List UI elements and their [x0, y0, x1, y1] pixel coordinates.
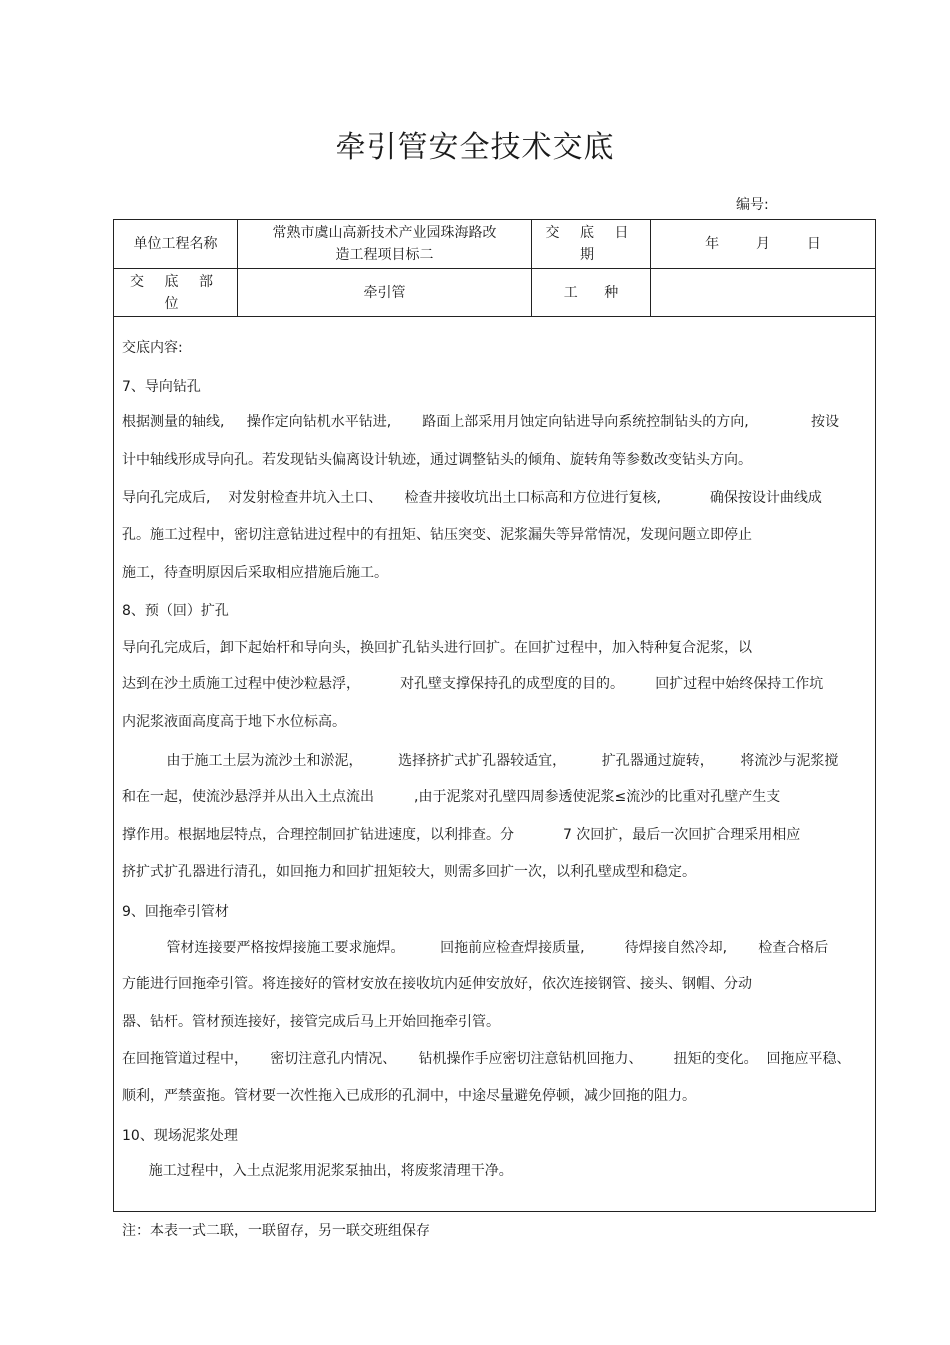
- disclosure-date-label: 交 底 日 期: [545, 225, 637, 263]
- project-name-line-2: 造工程项目标二: [335, 247, 434, 263]
- content-line: 导向孔完成后, 对发射检查井坑入土口、 检查井接收坑出土口标高和方位进行复核, 确保按设计曲线成: [122, 490, 822, 506]
- content-line: 施工过程中，入土点泥浆用泥浆泵抽出，将废浆清理干净。: [122, 1163, 513, 1179]
- content-line: 撑作用。根据地层特点，合理控制回扩钻进速度，以利排查。分 7 次回扩，最后一次回扩合理采用相应: [122, 827, 801, 843]
- content-line: 顺利，严禁蛮拖。管材要一次性拖入已成形的孔洞中，中途尽量避免停顿，减少回拖的阻力。: [122, 1088, 696, 1104]
- content-line: 和在一起，使流沙悬浮并从出入土点流出 ,由于泥浆对孔壁四周参透使泥浆≤流沙的比重对孔壁产生支: [122, 789, 781, 805]
- content-line: 器、钻杆。管材预连接好，接管完成后马上开始回拖牵引管。: [122, 1014, 500, 1030]
- content-line: 管材连接要严格按焊接施工要求施焊。 回拖前应检查焊接质量, 待焊接自然冷却, 检查合格后: [122, 940, 829, 956]
- project-name-line-1: 常熟市虞山高新技术产业园珠海路改: [272, 225, 497, 241]
- document-number-label: 编号:: [736, 197, 769, 213]
- content-line: 由于施工土层为流沙土和淤泥， 选择挤扩式扩孔器较适宜， 扩孔器通过旋转， 将流沙与泥浆搅: [122, 753, 839, 769]
- content-line: 达到在沙土质施工过程中使沙粒悬浮， 对孔壁支撑保持孔的成型度的目的。 回扩过程中始终保持工作坑: [122, 676, 824, 692]
- disclosure-date-value: 年 月 日: [705, 236, 821, 252]
- disclosure-part-value: 牵引管: [363, 284, 406, 301]
- disclosure-part-label: 交 底 部 位: [130, 273, 221, 312]
- content-line: 孔。施工过程中，密切注意钻进过程中的有扭矩、钻压突变、泥浆漏失等异常情况，发现问题立即停止: [122, 527, 752, 543]
- section-heading: 9、回拖牵引管材: [122, 904, 229, 920]
- section-heading: 7、导向钻孔: [122, 379, 201, 395]
- content-line: 计中轴线形成导向孔。若发现钻头偏离设计轨迹，通过调整钻头的倾角、旋转角等参数改变钻头方向。: [122, 452, 752, 468]
- content-line: 导向孔完成后，卸下起始杆和导向头，换回扩孔钻头进行回扩。在回扩过程中，加入特种复合泥浆，以: [122, 640, 752, 656]
- content-line: 施工，待查明原因后采取相应措施后施工。: [122, 565, 388, 581]
- section-heading: 10、现场泥浆处理: [122, 1128, 238, 1144]
- content-heading: 交底内容:: [122, 340, 183, 356]
- content-line: 在回拖管道过程中， 密切注意孔内情况、 钻机操作手应密切注意钻机回拖力、 扭矩的变化。 回拖应平稳、: [122, 1051, 851, 1067]
- content-line: 挤扩式扩孔器进行清孔，如回拖力和回扩扭矩较大，则需多回扩一次，以利孔壁成型和稳定。: [122, 864, 696, 880]
- footer-note: 注：本表一式二联，一联留存，另一联交班组保存: [122, 1223, 430, 1239]
- content-line: 根据测量的轴线, 操作定向钻机水平钻进, 路面上部采用月蚀定向钻进导向系统控制钻头的方向, 按设: [122, 414, 840, 430]
- content-line: 方能进行回拖牵引管。将连接好的管材安放在接收坑内延伸安放好，依次连接钢管、接头、钢帽、分动: [122, 976, 752, 992]
- work-type-value: [651, 269, 875, 316]
- project-name-value: [238, 220, 531, 268]
- project-name-label: 单位工程名称: [133, 236, 218, 252]
- work-type-label: 工 种: [563, 284, 619, 301]
- section-heading: 8、预（回）扩孔: [122, 603, 229, 619]
- row-divider: [114, 316, 875, 317]
- content-line: 内泥浆液面高度高于地下水位标高。: [122, 714, 346, 730]
- page-title: 牵引管安全技术交底: [335, 130, 615, 165]
